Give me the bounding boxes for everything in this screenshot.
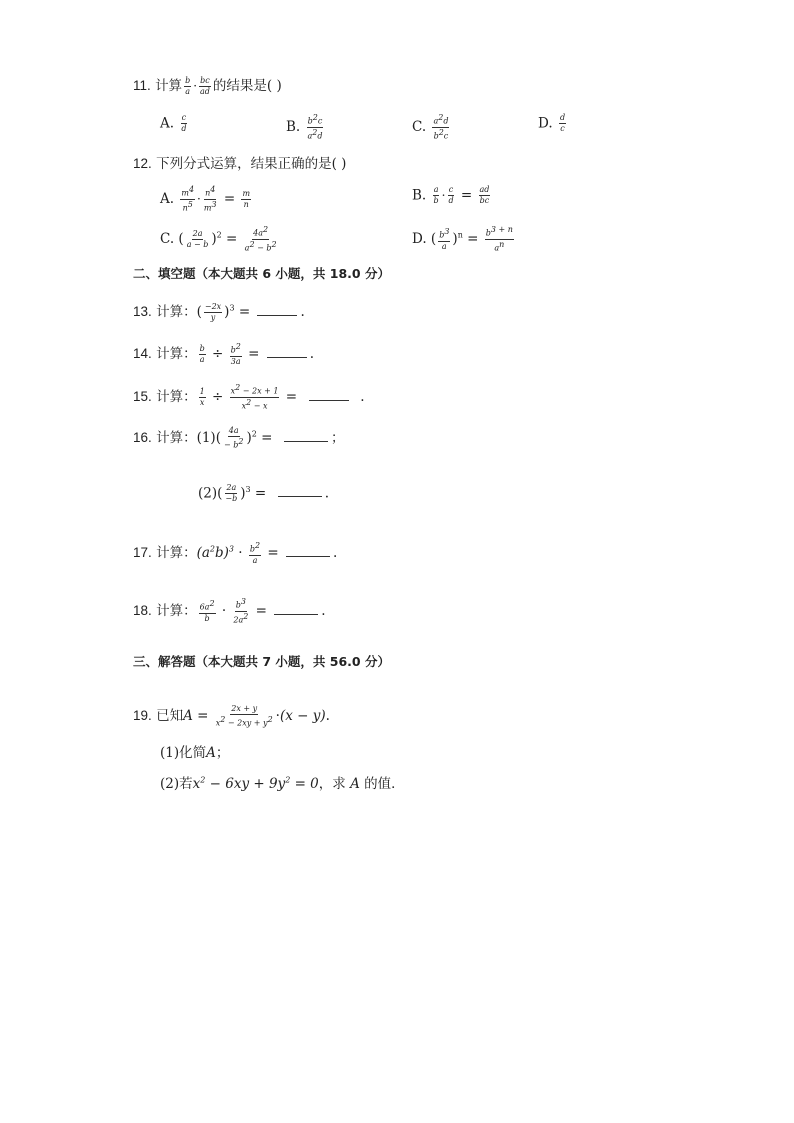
question-13: 13. 计算：( $\frac{-2x}{y}$ )$^3$ = . (133, 301, 305, 322)
question-stem: 计算： (156, 603, 197, 620)
question-11: 11. 计算 $\frac{b}{a}$ · $\frac{bc}{ad}$ 的结果是( ) (133, 75, 282, 96)
answer-blank[interactable] (267, 347, 307, 358)
part-end: 的值． (364, 776, 405, 792)
option-label: B. (286, 119, 301, 136)
question-16: 16. 计算：(1)( $\frac{4a}{- b^2}$ )$^2$ = ； (133, 425, 345, 450)
answer-blank[interactable] (284, 431, 328, 442)
question-15: 15. 计算： $\frac{1}{x}$ ÷ $\frac{x^2 - 2x + 1}{x^2 - x}$ = . (133, 383, 365, 411)
option-b[interactable]: B. $\frac{a}{b}$ · $\frac{c}{d}$ = $\frac{ad}{bc}$ (412, 185, 490, 206)
option-a[interactable] (160, 114, 189, 134)
question-stem-suffix: 的结果是( ) (212, 78, 282, 94)
option-label: A. (160, 115, 175, 132)
question-14: 14. 计算： $\frac{b}{a}$ ÷ $\frac{b^2}{3a}$ = . (133, 341, 315, 366)
question-18: 18. 计算： $\frac{6a^2}{b}$ · $\frac{b^3}{2a^2}$ = . (133, 597, 326, 625)
question-stem: 计算： (156, 346, 197, 362)
question-number: 14. (133, 346, 152, 361)
answer-blank[interactable] (257, 305, 297, 316)
option-fraction: $\frac{a^2d}{b^2c}$ (433, 113, 449, 141)
variable: A (350, 776, 360, 792)
question-19-part-1 (160, 741, 229, 761)
question-number: 13. (133, 304, 152, 319)
option-c[interactable]: C. ( $\frac{2a}{a - b}$ )$^2$ = $\frac{4a^2}{a^2 - b^2}$ (160, 225, 277, 253)
answer-blank[interactable] (278, 486, 322, 497)
question-number: 17. (133, 545, 152, 560)
fraction: $\frac{b}{a}$ (185, 75, 191, 96)
question-number: 15. (133, 389, 152, 405)
part-text: (2)若 (160, 776, 193, 792)
question-number: 11. (133, 78, 151, 93)
option-label: C. (412, 119, 427, 136)
part-label: (2) (198, 485, 218, 502)
question-stem: 计算： (156, 389, 197, 406)
question-stem-prefix: 计算 (155, 78, 183, 94)
question-17: 17. 计算：$(a^2b)^3$ · $\frac{b^2}{a}$ = . (133, 540, 338, 565)
question-number: 19. (133, 708, 152, 723)
option-d[interactable] (538, 114, 568, 134)
question-number: 18. (133, 603, 152, 619)
option-d[interactable]: D. ( $\frac{b^3}{a}$ )$^n$ = $\frac{b^{3 + n}}{a^n}$ (412, 225, 513, 253)
part-text: ，求 (318, 776, 346, 792)
question-stem: 已知 (156, 708, 184, 724)
fraction: $\frac{bc}{ad}$ (200, 75, 210, 96)
question-stem: 下列分式运算，结果正确的是( ) (156, 156, 347, 172)
answer-blank[interactable] (274, 604, 318, 615)
question-19: 19. 已知A = $\frac{2x + y}{x^2 - 2xy + y^2}$ ·(x − y). (133, 703, 330, 728)
variable: A (206, 745, 216, 761)
option-label: A. (160, 191, 175, 208)
option-c[interactable] (412, 114, 451, 141)
answer-blank[interactable] (309, 390, 349, 401)
question-19-part-2: (2)若$x^2 - 6xy + 9y^2 = 0$，求 A 的值． (160, 775, 405, 792)
option-a[interactable]: A. $\frac{m^4}{n^5}$ · $\frac{n^4}{m^3}$ = $\frac{m}{n}$ (160, 185, 251, 213)
section-heading-solve: 三、解答题（本大题共 7 小题，共 56.0 分） (133, 654, 390, 669)
option-label: B. (412, 187, 427, 204)
question-stem: 计算： (156, 304, 197, 320)
option-b[interactable] (286, 114, 326, 141)
question-number: 12. (133, 156, 152, 171)
question-stem: 计算： (156, 545, 197, 561)
question-number: 16. (133, 430, 152, 445)
option-fraction: $\frac{d}{c}$ (559, 113, 566, 134)
part-label: (1) (196, 430, 216, 446)
option-label: C. (160, 231, 175, 248)
option-label: D. (412, 231, 427, 248)
option-label: D. (538, 115, 553, 132)
answer-blank[interactable] (286, 546, 330, 557)
question-16-part-2: (2)( $\frac{2a}{-b}$ )$^3$ = . (198, 483, 330, 504)
part-text: (1)化简 (160, 745, 207, 761)
option-fraction: $\frac{c}{d}$ (181, 113, 187, 134)
option-fraction: $\frac{b^2c}{a^2d}$ (307, 113, 323, 141)
part-end: ； (215, 745, 230, 761)
section-heading-fill-in: 二、填空题（本大题共 6 小题，共 18.0 分） (133, 266, 390, 281)
question-stem: 计算： (156, 430, 197, 446)
question-12 (133, 152, 346, 172)
